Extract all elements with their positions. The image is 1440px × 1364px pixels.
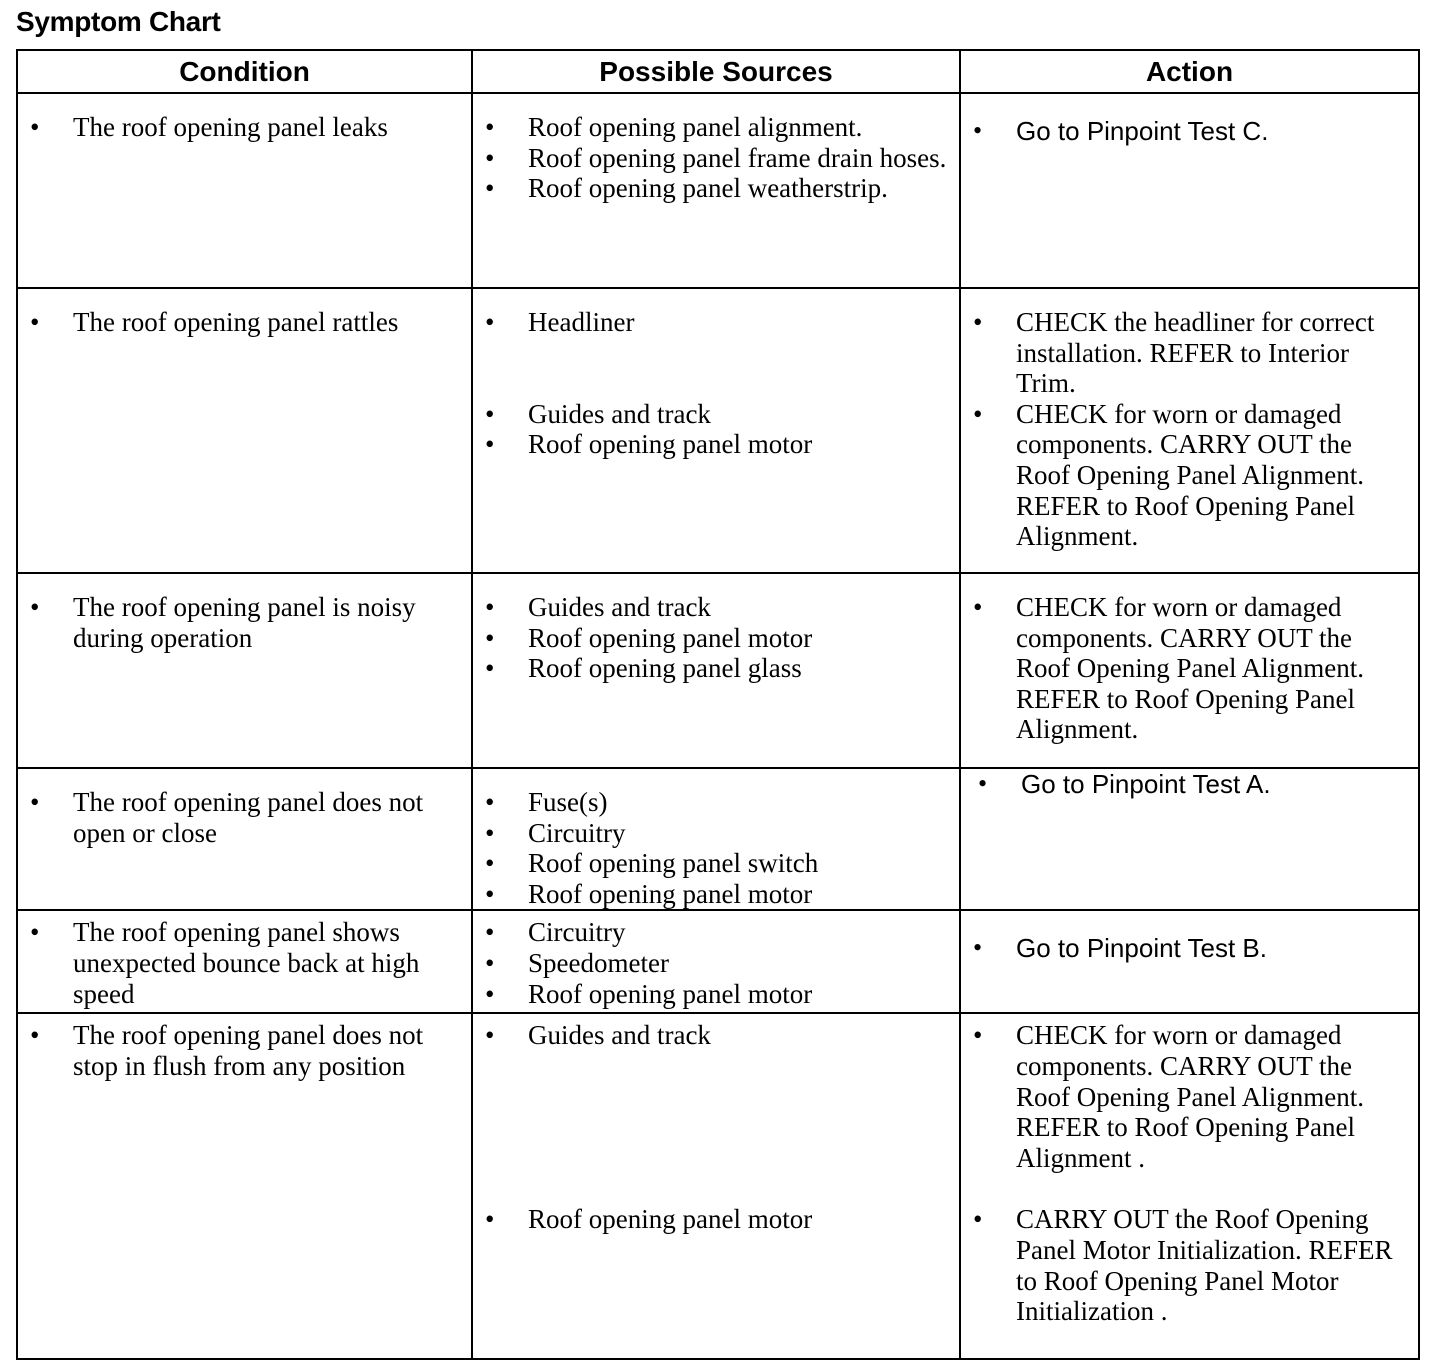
sources-cell xyxy=(472,1013,960,1359)
condition-cell xyxy=(17,573,472,768)
condition-cell xyxy=(17,93,472,288)
condition-text: • The roof opening panel does not stop in flush from any position xyxy=(73,1020,463,1081)
condition-cell xyxy=(17,910,472,1013)
header-condition: Condition xyxy=(17,50,472,93)
action-item: • Go to Pinpoint Test B. xyxy=(1016,933,1410,964)
source-item: • Circuitry xyxy=(528,818,951,849)
table-row xyxy=(17,1013,1419,1359)
source-item: • Headliner xyxy=(528,307,951,338)
action-item: • Go to Pinpoint Test C. xyxy=(1016,116,1410,147)
source-item: • Speedometer xyxy=(528,948,951,979)
condition-text: • The roof opening panel rattles xyxy=(73,307,463,338)
action-cell xyxy=(960,288,1419,573)
condition-cell xyxy=(17,768,472,910)
source-item: • Roof opening panel motor xyxy=(528,429,951,460)
action-item: • Go to Pinpoint Test A. xyxy=(1021,769,1410,800)
action-item: • CARRY OUT the Roof Opening Panel Motor Initialization. REFER to Roof Opening Panel Motor Initialization . xyxy=(1016,1204,1410,1326)
action-cell xyxy=(960,910,1419,1013)
condition-text: • The roof opening panel shows unexpected bounce back at high speed xyxy=(73,917,463,1009)
action-cell xyxy=(960,573,1419,768)
source-item: • Roof opening panel alignment. xyxy=(528,112,951,143)
header-action: Action xyxy=(960,50,1419,93)
source-item: • Guides and track xyxy=(528,1020,951,1051)
sources-cell xyxy=(472,768,960,910)
source-item: • Guides and track xyxy=(528,399,951,430)
source-item: • Guides and track xyxy=(528,592,951,623)
sources-cell xyxy=(472,288,960,573)
table-row xyxy=(17,768,1419,910)
sources-cell xyxy=(472,910,960,1013)
sources-cell xyxy=(472,573,960,768)
source-item: • Roof opening panel glass xyxy=(528,653,951,684)
action-item: • CHECK for worn or damaged components. CARRY OUT the Roof Opening Panel Alignment. REFER to Roof Opening Panel Alignment. xyxy=(1016,399,1410,552)
action-item: • CHECK for worn or damaged components. CARRY OUT the Roof Opening Panel Alignment. REFER to Roof Opening Panel Alignment. xyxy=(1016,592,1410,745)
condition-text: • The roof opening panel does not open or close xyxy=(73,787,463,848)
source-item: • Roof opening panel motor xyxy=(528,979,951,1010)
condition-cell xyxy=(17,288,472,573)
table-row xyxy=(17,288,1419,573)
table-row xyxy=(17,573,1419,768)
table-row xyxy=(17,910,1419,1013)
action-cell xyxy=(960,93,1419,288)
action-item: • CHECK the headliner for correct installation. REFER to Interior Trim. xyxy=(1016,307,1410,399)
header-possible-sources: Possible Sources xyxy=(472,50,960,93)
page-title: Symptom Chart xyxy=(16,6,221,37)
sources-cell xyxy=(472,93,960,288)
condition-text: • The roof opening panel is noisy during operation xyxy=(73,592,463,653)
source-item: • Roof opening panel motor xyxy=(528,879,951,910)
condition-text: • The roof opening panel leaks xyxy=(73,112,463,143)
source-item: • Roof opening panel motor xyxy=(528,1204,951,1235)
symptom-chart-table xyxy=(16,49,1420,1360)
source-item: • Roof opening panel weatherstrip. xyxy=(528,173,951,204)
source-item: • Circuitry xyxy=(528,917,951,948)
action-cell xyxy=(960,768,1419,910)
condition-cell xyxy=(17,1013,472,1359)
source-item: • Roof opening panel frame drain hoses. xyxy=(528,143,951,174)
source-item: • Roof opening panel motor xyxy=(528,623,951,654)
action-cell xyxy=(960,1013,1419,1359)
table-row xyxy=(17,93,1419,288)
action-item: • CHECK for worn or damaged components. CARRY OUT the Roof Opening Panel Alignment. REFER to Roof Opening Panel Alignment . xyxy=(1016,1020,1410,1173)
source-item: • Fuse(s) xyxy=(528,787,951,818)
source-item: • Roof opening panel switch xyxy=(528,848,951,879)
table-header-row xyxy=(17,50,1419,93)
